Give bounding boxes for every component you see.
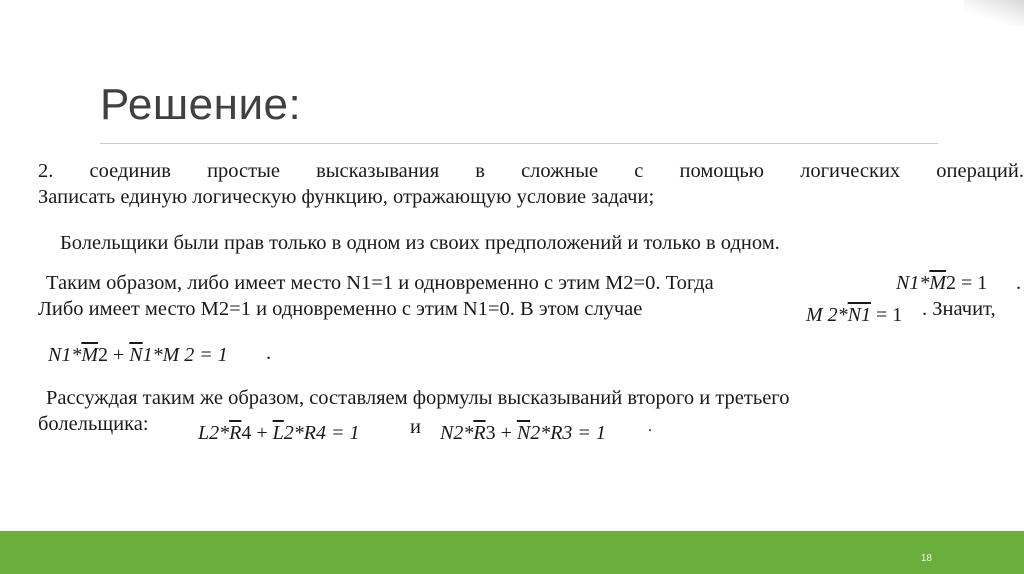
page-number: 18 — [920, 553, 932, 564]
paragraph-1-line-1: 2. соединив простые высказывания в сложные с помощью логических операций. — [38, 160, 1024, 182]
corner-decoration — [964, 0, 1024, 26]
formula-3-negated-m: $\overline{M}$ — [81, 344, 99, 366]
conjunction-and: и — [410, 416, 421, 438]
formula-5-part-e: 2*R3 = 1 — [530, 422, 606, 444]
slide-title: Решение: — [100, 80, 302, 129]
formula-3-part-e: 1*M 2 = 1 — [142, 344, 228, 366]
paragraph-5-line-1: Рассуждая таким же образом, составляем формулы высказываний второго и третьего — [46, 387, 790, 409]
formula-2-part-a: M 2* — [806, 304, 848, 326]
paragraph-3-line-1-end: . — [1016, 272, 1022, 294]
formula-4-part-e: 2*R4 = 1 — [283, 422, 360, 444]
formula-1 — [896, 272, 987, 295]
formula-2 — [806, 304, 902, 327]
paragraph-2: Болельщики были прав только в одном из своих предположений и только в одном. — [60, 232, 780, 254]
footer-bar — [0, 531, 1024, 574]
paragraph-3-line-1: Таким образом, либо имеет место N1=1 и одновременно с этим M2=0. Тогда — [46, 272, 714, 294]
paragraph-1-line-2: Записать единую логическую функцию, отражающую условие задачи; — [38, 186, 655, 208]
formula-5-negated-r: $\overline{R}$ — [473, 422, 486, 444]
formula-4-part-a: L2* — [198, 422, 230, 444]
formula-1-part-a: N1* — [896, 272, 930, 294]
formula-5-part-a: N2* — [440, 422, 474, 444]
formula-4-negated-r: $\overline{R}$ — [229, 422, 242, 444]
paragraph-3-line-2-end: . Значит, — [922, 298, 996, 320]
formula-1-negated-m: $\overline{M}$ — [929, 272, 947, 294]
formula-1-part-c: 2 = 1 — [946, 272, 988, 294]
title-divider — [100, 143, 938, 144]
paragraph-3-line-2: Либо имеет место M2=1 и одновременно с этим N1=0. В этом случае — [38, 298, 643, 320]
formula-5-part-c: 3 + — [485, 422, 517, 444]
paragraph-5-line-2: болельщика: — [38, 413, 149, 435]
formula-4 — [198, 422, 359, 445]
paragraph-4-end: . — [266, 342, 272, 364]
formula-2-part-c: = 1 — [871, 304, 903, 326]
formula-3 — [48, 344, 228, 367]
formula-3-part-c: 2 + — [98, 344, 130, 366]
formula-3-part-a: N1* — [48, 344, 82, 366]
formula-2-negated-n: N1 — [847, 304, 872, 326]
formula-3-negated-n: $\overline{N}$ — [129, 344, 143, 366]
paragraph-5-end: . — [648, 418, 652, 435]
formula-5-negated-n: $\overline{N}$ — [516, 422, 531, 444]
formula-4-part-c: 4 + — [241, 422, 273, 444]
formula-4-negated-l: $\overline{L}$ — [272, 422, 284, 444]
formula-5 — [440, 422, 606, 445]
